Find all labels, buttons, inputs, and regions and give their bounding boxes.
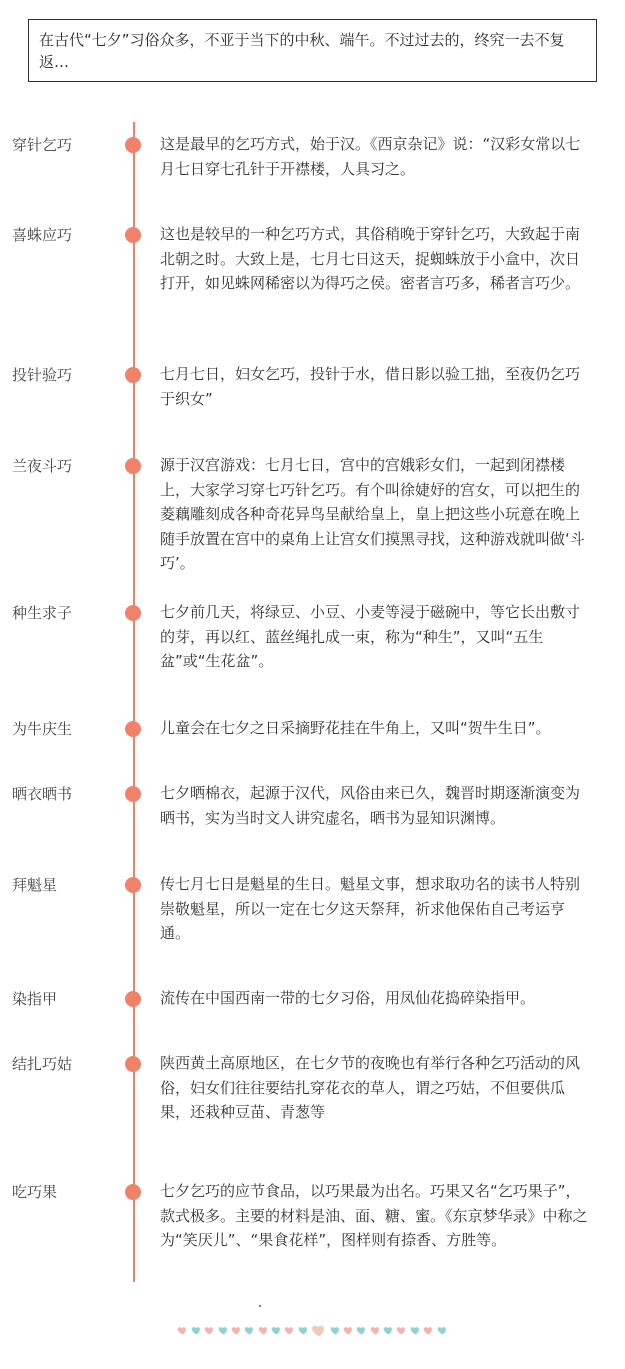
entry-description: 七夕乞巧的应节食品，以巧果最为出名。巧果又名“乞巧果子”，款式极多。主要的材料是油、面、糖、蜜。《东京梦华录》中称之为“笑厌儿”、“果食花样”，图样则有捺香、方胜等。 [160, 1182, 588, 1249]
timeline-dot-icon [125, 367, 141, 383]
entry-label: 染指甲 [12, 990, 58, 1008]
entry-description: 七夕前几天，将绿豆、小豆、小麦等浸于磁碗中，等它长出敷寸的芽，再以红、蓝丝绳扎成一束，称为“种生”，又叫“五生盆”或“生花盆”。 [160, 603, 581, 670]
timeline-dot-icon [125, 877, 141, 893]
entry-label: 种生求子 [12, 604, 73, 622]
intro-box [28, 19, 597, 82]
heart-icon [437, 1326, 448, 1335]
heart-icon [231, 1326, 242, 1335]
entry-label: 穿针乞巧 [12, 136, 73, 154]
timeline-line [133, 122, 135, 1282]
entry-description: 流传在中国西南一带的七夕习俗，用凤仙花捣碎染指甲。 [160, 989, 536, 1007]
heart-icon [298, 1326, 309, 1335]
entry-description: 陕西黄土高原地区，在七夕节的夜晚也有举行各种乞巧活动的风俗，妇女们往往要结扎穿花衣的草人，谓之巧姑，不但要供瓜果，还栽种豆苗、青葱等 [160, 1054, 581, 1121]
heart-icon [370, 1326, 381, 1335]
heart-icon [383, 1326, 394, 1335]
heart-icon [177, 1326, 188, 1335]
entry-label: 喜蛛应巧 [12, 226, 73, 244]
heart-icon [330, 1326, 341, 1335]
timeline-dot-icon [125, 721, 141, 737]
footer-dot [259, 1305, 261, 1307]
heart-icon [258, 1326, 269, 1335]
timeline-dot-icon [125, 137, 141, 153]
timeline-dot-icon [125, 458, 141, 474]
heart-icon [271, 1326, 282, 1335]
entry-label: 吃巧果 [12, 1183, 58, 1201]
heart-icon [284, 1326, 295, 1335]
entry-description: 七月七日，妇女乞巧，投针于水，借日影以验工拙，至夜仍乞巧于织女” [160, 365, 581, 408]
heart-icon [423, 1326, 434, 1335]
heart-icon [218, 1326, 229, 1335]
heart-icon [204, 1326, 215, 1335]
entry-label: 结扎巧姑 [12, 1055, 73, 1073]
entry-description: 这是最早的乞巧方式，始于汉。《西京杂记》说：“汉彩女常以七月七日穿七孔针于开襟楼，人具习之。 [160, 135, 581, 178]
entry-description: 儿童会在七夕之日采摘野花挂在牛角上，又叫“贺牛生日”。 [160, 719, 551, 737]
entry-label: 拜魁星 [12, 876, 58, 894]
entry-description: 这也是较早的一种乞巧方式，其俗稍晚于穿针乞巧，大致起于南北朝之时。大致上是，七月七日这天，捉蜘蛛放于小盒中，次日打开，如见蛛网稀密以为得巧之侯。密者言巧多，稀者言巧少。 [160, 225, 581, 292]
timeline-dot-icon [125, 605, 141, 621]
heart-icon [191, 1326, 202, 1335]
heart-icon [343, 1326, 354, 1335]
entry-description: 传七月七日是魁星的生日。魁星文事，想求取功名的读书人特别崇敬魁星，所以一定在七夕这天祭拜，祈求他保佑自己考运亨通。 [160, 875, 581, 942]
timeline-dot-icon [125, 1056, 141, 1072]
heart-icon [311, 1324, 327, 1337]
timeline-dot-icon [125, 786, 141, 802]
entry-label: 为牛庆生 [12, 720, 73, 738]
heart-icon [356, 1326, 367, 1335]
entry-label: 兰夜斗巧 [12, 457, 73, 475]
timeline-dot-icon [125, 1184, 141, 1200]
timeline-dot-icon [125, 227, 141, 243]
heart-divider [0, 1324, 625, 1340]
heart-icon [410, 1326, 421, 1335]
entry-description: 七夕晒棉衣，起源于汉代，风俗由来已久，魏晋时期逐渐演变为晒书，实为当时文人讲究虚名，晒书为显知识渊博。 [160, 784, 581, 827]
entry-label: 晒衣晒书 [12, 785, 73, 803]
heart-icon [396, 1326, 407, 1335]
timeline-dot-icon [125, 991, 141, 1007]
entry-label: 投针验巧 [12, 366, 73, 384]
intro-text: 在古代“七夕”习俗众多，不亚于当下的中秋、端午。不过过去的，终究一去不复返… [39, 31, 565, 71]
heart-icon [244, 1326, 255, 1335]
entry-description: 源于汉宫游戏：七月七日，宫中的宫娥彩女们，一起到闭襟楼上，大家学习穿七巧针乞巧。有个叫徐婕妤的宫女，可以把生的菱藕雕刻成各种奇花异鸟呈献给皇上，皇上把这些小玩意在晚上随手放置在宫中的桌角上让宫女们摸黑寻找，这种游戏就叫做‘斗巧’。 [160, 456, 585, 572]
